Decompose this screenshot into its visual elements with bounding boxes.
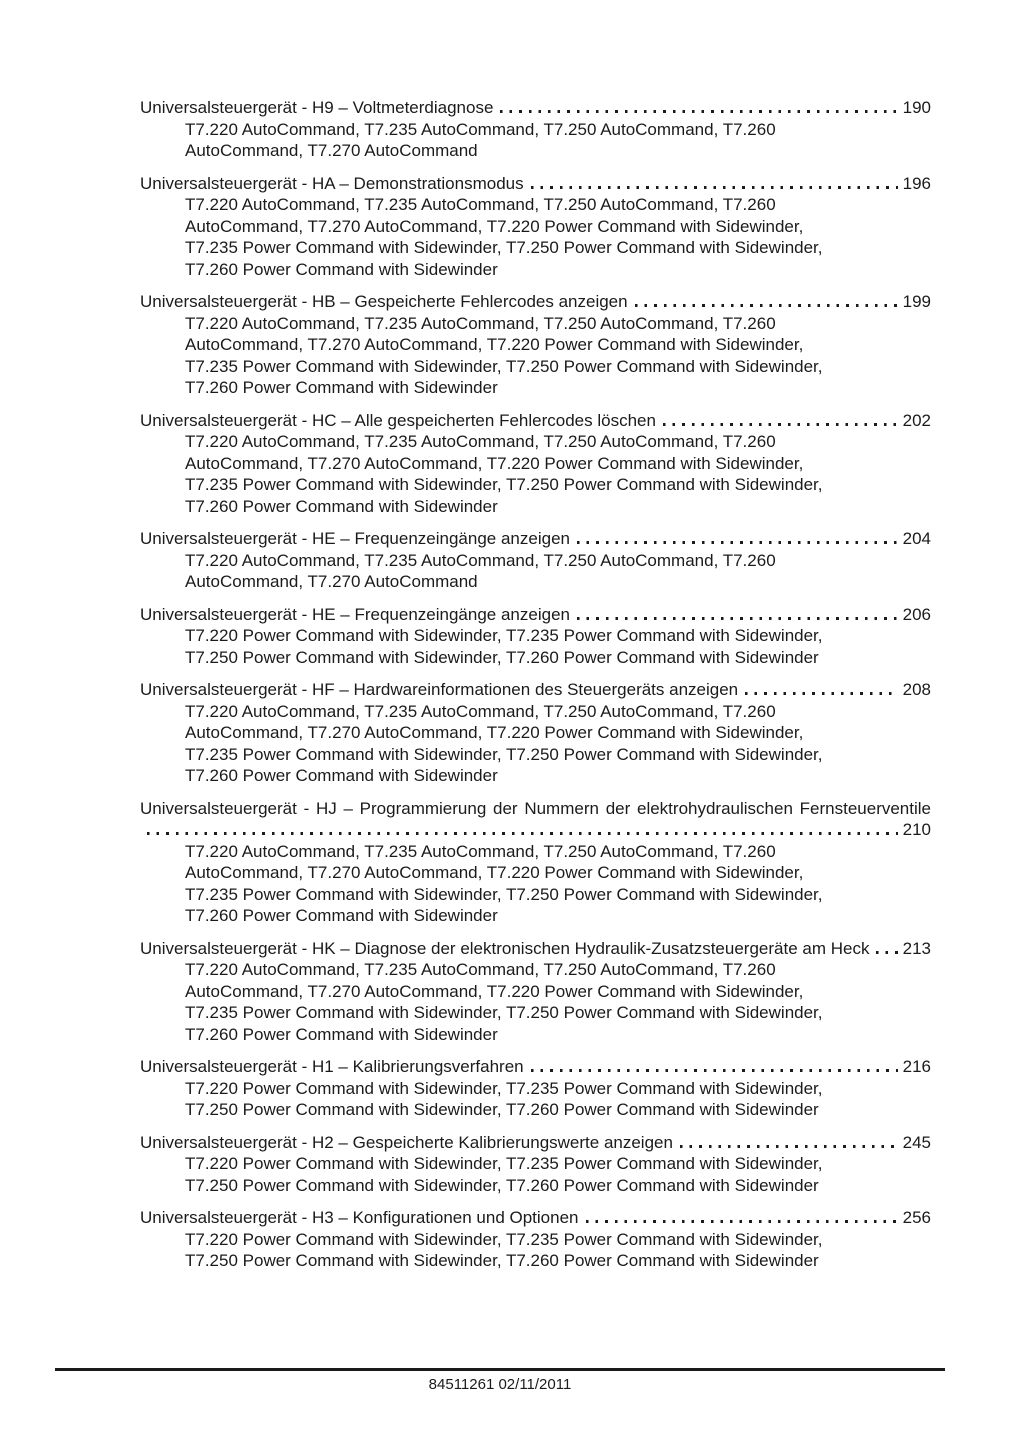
toc-entry-title-row	[140, 1207, 931, 1229]
model-line: AutoCommand, T7.270 AutoCommand, T7.220 Power Command with Sidewinder,	[185, 863, 804, 882]
model-line: AutoCommand, T7.270 AutoCommand	[185, 572, 478, 591]
dot-leader	[577, 541, 898, 544]
model-line: AutoCommand, T7.270 AutoCommand, T7.220 Power Command with Sidewinder,	[185, 723, 804, 742]
toc-entry-title-row	[140, 528, 931, 550]
model-line: T7.220 Power Command with Sidewinder, T7.235 Power Command with Sidewinder,	[185, 1078, 823, 1098]
toc-entry	[140, 97, 931, 162]
toc-entry-title: Universalsteuergerät - HE – Frequenzeingänge anzeigen	[140, 529, 570, 548]
toc-entry-page-number: 245	[902, 1132, 931, 1152]
dot-leader	[531, 186, 898, 189]
toc-entry-page-number: 199	[902, 292, 931, 311]
toc-entry-page-number: 216	[902, 1057, 931, 1076]
model-line: T7.220 AutoCommand, T7.235 AutoCommand, T7.250 AutoCommand, T7.260	[185, 432, 776, 451]
toc-entry-title-row	[140, 97, 931, 119]
model-line: T7.220 Power Command with Sidewinder, T7.235 Power Command with Sidewinder,	[185, 1154, 823, 1173]
model-line: T7.260 Power Command with Sidewinder	[185, 906, 498, 925]
model-line: T7.235 Power Command with Sidewinder, T7.250 Power Command with Sidewinder,	[185, 475, 823, 494]
model-line: AutoCommand, T7.270 AutoCommand	[185, 141, 478, 160]
toc-entry-title-row	[140, 410, 931, 432]
toc-entry	[140, 604, 931, 669]
dot-leader	[635, 304, 898, 307]
toc-entry-models	[140, 1153, 931, 1196]
toc-entry-title-row	[140, 173, 931, 195]
toc-entry-models	[140, 1229, 931, 1272]
toc-entry	[140, 1207, 931, 1272]
model-line: T7.260 Power Command with Sidewinder	[185, 259, 498, 279]
toc-entry	[140, 173, 931, 281]
model-line: T7.235 Power Command with Sidewinder, T7.250 Power Command with Sidewinder,	[185, 744, 823, 764]
model-line: T7.250 Power Command with Sidewinder, T7.260 Power Command with Sidewinder	[185, 1100, 819, 1119]
toc-entry-title-row	[140, 1132, 931, 1154]
model-line: T7.220 AutoCommand, T7.235 AutoCommand, T7.250 AutoCommand, T7.260	[185, 119, 776, 139]
toc-entry-page-number: 208	[902, 680, 931, 699]
toc-entry-title-row	[140, 1056, 931, 1078]
toc-entry-page-number: 202	[902, 410, 931, 430]
model-line: T7.220 AutoCommand, T7.235 AutoCommand, T7.250 AutoCommand, T7.260	[185, 550, 776, 570]
model-line: T7.235 Power Command with Sidewinder, T7.250 Power Command with Sidewinder,	[185, 238, 823, 257]
toc-entry-models	[140, 431, 931, 517]
toc-entry-title: Universalsteuergerät - H1 – Kalibrierungsverfahren	[140, 1057, 524, 1076]
model-line: T7.220 Power Command with Sidewinder, T7.235 Power Command with Sidewinder,	[185, 626, 823, 645]
toc-entry-models	[140, 119, 931, 162]
toc-entry-page-number: 213	[902, 938, 931, 958]
toc-entry-title-row	[140, 604, 931, 626]
toc	[140, 97, 931, 1283]
toc-entry-page-number: 256	[902, 1208, 931, 1227]
toc-entry-page-number: 190	[902, 98, 931, 117]
model-line: T7.260 Power Command with Sidewinder	[185, 378, 498, 397]
model-line: T7.220 AutoCommand, T7.235 AutoCommand, T7.250 AutoCommand, T7.260	[185, 701, 776, 721]
toc-entry-leader-row	[140, 819, 931, 841]
model-line: T7.235 Power Command with Sidewinder, T7.250 Power Command with Sidewinder,	[185, 1003, 823, 1022]
dot-leader	[680, 1145, 898, 1148]
toc-entry	[140, 291, 931, 399]
model-line: T7.220 AutoCommand, T7.235 AutoCommand, T7.250 AutoCommand, T7.260	[185, 841, 776, 861]
dot-leader	[577, 617, 898, 620]
toc-entry	[140, 1056, 931, 1121]
dot-leader	[586, 1220, 898, 1223]
model-line: T7.260 Power Command with Sidewinder	[185, 1024, 498, 1044]
toc-entry-title: Universalsteuergerät - HB – Gespeicherte Fehlercodes anzeigen	[140, 292, 628, 311]
footer-doc-number: 84511261 02/11/2011	[428, 1376, 572, 1393]
dot-leader	[663, 423, 898, 426]
toc-entry-title: Universalsteuergerät - H9 – Voltmeterdiagnose	[140, 98, 494, 117]
toc-entry-title-row	[140, 938, 931, 960]
model-line: T7.220 AutoCommand, T7.235 AutoCommand, T7.250 AutoCommand, T7.260	[185, 960, 776, 979]
model-line: T7.235 Power Command with Sidewinder, T7.250 Power Command with Sidewinder,	[185, 884, 823, 904]
model-line: T7.260 Power Command with Sidewinder	[185, 766, 498, 785]
model-line: T7.220 AutoCommand, T7.235 AutoCommand, T7.250 AutoCommand, T7.260	[185, 313, 776, 333]
toc-entry-models	[140, 701, 931, 787]
dot-leader	[500, 110, 897, 113]
toc-entry-page-number: 206	[902, 604, 931, 624]
toc-entry-models	[140, 313, 931, 399]
toc-entry-models	[140, 625, 931, 668]
toc-entry-models	[140, 959, 931, 1045]
model-line: T7.220 Power Command with Sidewinder, T7.235 Power Command with Sidewinder,	[185, 1229, 823, 1249]
toc-entry-title: Universalsteuergerät - H2 – Gespeicherte Kalibrierungswerte anzeigen	[140, 1132, 673, 1152]
dot-leader	[147, 832, 898, 835]
toc-entry-title: Universalsteuergerät - H3 – Konfigurationen und Optionen	[140, 1208, 579, 1227]
model-line: AutoCommand, T7.270 AutoCommand, T7.220 Power Command with Sidewinder,	[185, 453, 804, 473]
toc-entry-page-number: 196	[902, 173, 931, 193]
model-line: T7.260 Power Command with Sidewinder	[185, 496, 498, 516]
toc-entry	[140, 410, 931, 518]
dot-leader	[745, 692, 897, 695]
model-line: AutoCommand, T7.270 AutoCommand, T7.220 Power Command with Sidewinder,	[185, 335, 804, 354]
toc-entry-models	[140, 841, 931, 927]
toc-entry	[140, 938, 931, 1046]
model-line: AutoCommand, T7.270 AutoCommand, T7.220 Power Command with Sidewinder,	[185, 216, 804, 236]
toc-entry-page-number: 204	[902, 529, 931, 548]
toc-entry	[140, 1132, 931, 1197]
model-line: AutoCommand, T7.270 AutoCommand, T7.220 Power Command with Sidewinder,	[185, 981, 804, 1001]
toc-entry-title: Universalsteuergerät - HF – Hardwareinformationen des Steuergeräts anzeigen	[140, 680, 739, 699]
toc-entry-title-row	[140, 291, 931, 313]
toc-entry-models	[140, 1078, 931, 1121]
toc-entry-title: Universalsteuergerät - HK – Diagnose der elektronischen Hydraulik-Zusatzsteuergeräte am Heck	[140, 938, 870, 958]
dot-leader	[531, 1069, 898, 1072]
toc-entry-title: Universalsteuergerät - HA – Demonstrationsmodus	[140, 173, 524, 193]
toc-entry	[140, 679, 931, 787]
model-line: T7.235 Power Command with Sidewinder, T7.250 Power Command with Sidewinder,	[185, 356, 823, 376]
toc-entry-title: Universalsteuergerät - HE – Frequenzeingänge anzeigen	[140, 604, 570, 624]
footer-rule	[55, 1368, 945, 1371]
toc-entry-models	[140, 550, 931, 593]
toc-entry	[140, 528, 931, 593]
toc-entry-page-number: 210	[902, 820, 931, 839]
toc-entry	[140, 798, 931, 927]
model-line: T7.250 Power Command with Sidewinder, T7.260 Power Command with Sidewinder	[185, 1175, 819, 1195]
dot-leader	[876, 951, 897, 954]
model-line: T7.250 Power Command with Sidewinder, T7.260 Power Command with Sidewinder	[185, 1251, 819, 1270]
toc-entry-title: Universalsteuergerät - HJ – Programmierung der Nummern der elektrohydraulischen Fernsteuerventile	[140, 798, 931, 818]
toc-entry-title: Universalsteuergerät - HC – Alle gespeicherten Fehlercodes löschen	[140, 410, 656, 430]
toc-entry-models	[140, 194, 931, 280]
model-line: T7.220 AutoCommand, T7.235 AutoCommand, T7.250 AutoCommand, T7.260	[185, 195, 776, 214]
model-line: T7.250 Power Command with Sidewinder, T7.260 Power Command with Sidewinder	[185, 647, 819, 667]
toc-entry-title-row	[140, 679, 931, 701]
